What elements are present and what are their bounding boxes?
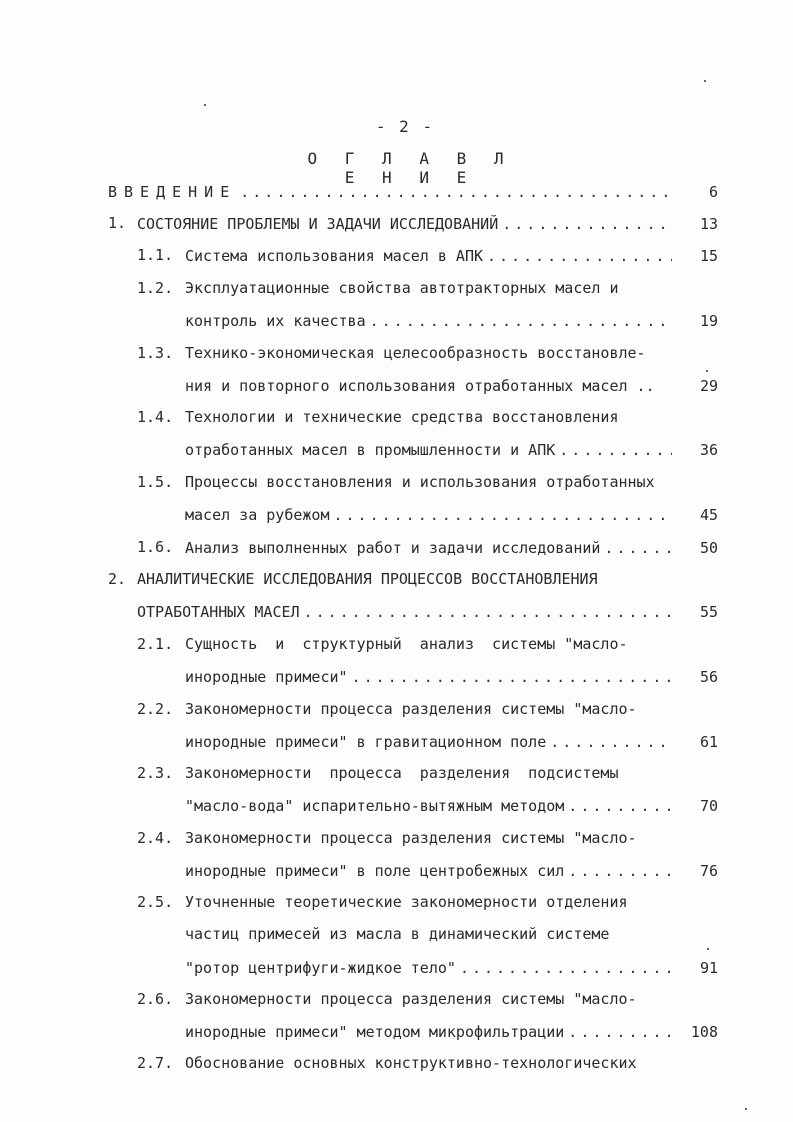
toc-entry-number: 2.1.: [137, 635, 174, 653]
toc-entry-text: ВВЕДЕНИЕ: [108, 183, 237, 201]
toc-entry-page: 29: [699, 377, 718, 395]
toc-entry-number: 2.: [108, 570, 127, 588]
toc-entry-page: 45: [699, 506, 718, 524]
dot-leader: [348, 667, 672, 687]
toc-entry-1[interactable]: [137, 214, 718, 234]
toc-entry-text-cont: масел за рубежом: [185, 506, 330, 524]
toc-entry-text: Обоснование основных конструктивно-технологических: [185, 1054, 637, 1072]
toc-entry-1-1[interactable]: [185, 246, 718, 266]
toc-entry-page: 36: [699, 441, 718, 459]
toc-entry-text-cont: контроль их качества: [185, 312, 366, 330]
toc-entry-number: 2.4.: [137, 829, 174, 847]
toc-entry-number: 1.5.: [137, 473, 174, 491]
toc-entry-number: 2.3.: [137, 764, 174, 782]
toc-entry-intro[interactable]: [108, 182, 718, 202]
toc-entry-text-cont: инородные примеси" в поле центробежных сил: [185, 862, 565, 880]
toc-entry-number: 2.7.: [137, 1054, 174, 1072]
toc-entry-text: Закономерности процесса разделения подсистемы: [185, 764, 619, 782]
toc-entry-text-cont: инородные примеси" в гравитационном поле: [185, 733, 547, 751]
toc-entry-1-4[interactable]: [185, 440, 718, 460]
scan-speck: [706, 370, 708, 372]
toc-entry-2-5[interactable]: [185, 958, 718, 978]
dot-leader: [564, 861, 672, 881]
toc-entry-text: Процессы восстановления и использования отработанных: [185, 473, 655, 491]
toc-entry-page: 19: [699, 312, 718, 330]
toc-entry-page: 56: [699, 668, 718, 686]
toc-entry-text: АНАЛИТИЧЕСКИЕ ИССЛЕДОВАНИЯ ПРОЦЕССОВ ВОССТАНОВЛЕНИЯ: [137, 570, 598, 588]
toc-entry-text: Анализ выполненных работ и задачи исследований: [185, 539, 601, 557]
toc-entry-text-cont: "ротор центрифуги-жидкое тело": [185, 959, 456, 977]
toc-entry-page: 76: [699, 862, 718, 880]
toc-entry-page: 108: [690, 1023, 718, 1041]
toc-entry-number: 2.2.: [137, 700, 174, 718]
dot-leader: [555, 440, 672, 460]
dot-leader: [600, 538, 672, 558]
toc-entry-1-3[interactable]: [185, 376, 718, 396]
toc-entry-text: Закономерности процесса разделения системы "масло-: [185, 700, 637, 718]
toc-entry-2[interactable]: [137, 602, 718, 622]
toc-entry-page: 6: [708, 183, 718, 201]
page-number: - 2 -: [375, 117, 435, 136]
toc-entry-text: Закономерности процесса разделения системы "масло-: [185, 990, 637, 1008]
toc-entry-2-1[interactable]: [185, 667, 718, 687]
toc-entry-text-cont: частиц примесей из масла в динамический системе: [185, 925, 610, 943]
toc-entry-1-5[interactable]: [185, 505, 718, 525]
toc-entry-number: 1.3.: [137, 344, 174, 362]
dot-leader: [483, 246, 672, 266]
toc-entry-2-2[interactable]: [185, 732, 718, 752]
dot-leader: [366, 311, 672, 331]
toc-entry-text-cont: ОТРАБОТАННЫХ МАСЕЛ: [137, 603, 300, 621]
toc-entry-number: 2.6.: [137, 990, 174, 1008]
toc-entry-text-cont: инородные примеси" методом микрофильтрации: [185, 1023, 565, 1041]
scan-speck: [204, 104, 206, 106]
toc-entry-2-4[interactable]: [185, 861, 718, 881]
toc-title: О Г Л А В Л Е Н И Е: [307, 149, 513, 187]
dot-leader: [546, 732, 672, 752]
dot-leader: [236, 182, 672, 202]
toc-entry-number: 1.: [108, 214, 127, 232]
toc-entry-page: 91: [699, 959, 718, 977]
toc-entry-page: 55: [699, 603, 718, 621]
dot-leader: [498, 214, 672, 234]
dot-leader: [564, 796, 672, 816]
toc-entry-page: 50: [699, 539, 718, 557]
dot-leader: [564, 1022, 672, 1042]
toc-entry-text: Сущность и структурный анализ системы "масло-: [185, 635, 628, 653]
toc-entry-page: 13: [699, 215, 718, 233]
toc-entry-2-6[interactable]: [185, 1022, 718, 1042]
toc-entry-page: 61: [699, 733, 718, 751]
toc-entry-number: 1.4.: [137, 408, 174, 426]
toc-entry-number: 1.6.: [137, 538, 174, 556]
toc-entry-text: СОСТОЯНИЕ ПРОБЛЕМЫ И ЗАДАЧИ ИССЛЕДОВАНИЙ: [137, 215, 499, 233]
toc-entry-text: Система использования масел в АПК: [185, 247, 484, 265]
dot-leader: [330, 505, 673, 525]
toc-entry-number: 1.1.: [137, 246, 174, 264]
toc-entry-text-cont: отработанных масел в промышленности и АПК: [185, 441, 556, 459]
scan-speck: [704, 80, 706, 82]
toc-entry-text-cont: "масло-вода" испарительно-вытяжным методом: [185, 797, 565, 815]
toc-entry-2-3[interactable]: [185, 796, 718, 816]
toc-entry-text: Закономерности процесса разделения системы "масло-: [185, 829, 637, 847]
scan-speck: [745, 1108, 747, 1110]
toc-entry-1-2[interactable]: [185, 311, 718, 331]
dot-leader: [300, 602, 672, 622]
toc-entry-text: Эксплуатационные свойства автотракторных масел и: [185, 279, 619, 297]
toc-entry-1-6[interactable]: [185, 538, 718, 558]
toc-entry-page: 15: [699, 247, 718, 265]
toc-entry-page: 70: [699, 797, 718, 815]
toc-entry-text-cont: инородные примеси": [185, 668, 348, 686]
scan-speck: [707, 948, 709, 950]
toc-entry-text-cont: ния и повторного использования отработанных масел ..: [185, 377, 655, 395]
toc-entry-number: 2.5.: [137, 893, 174, 911]
toc-entry-number: 1.2.: [137, 279, 174, 297]
dot-leader: [456, 958, 672, 978]
toc-entry-text: Технологии и технические средства восстановления: [185, 408, 619, 426]
toc-entry-text: Технико-экономическая целесообразность восстановле-: [185, 344, 646, 362]
toc-entry-text: Уточненные теоретические закономерности отделения: [185, 893, 628, 911]
